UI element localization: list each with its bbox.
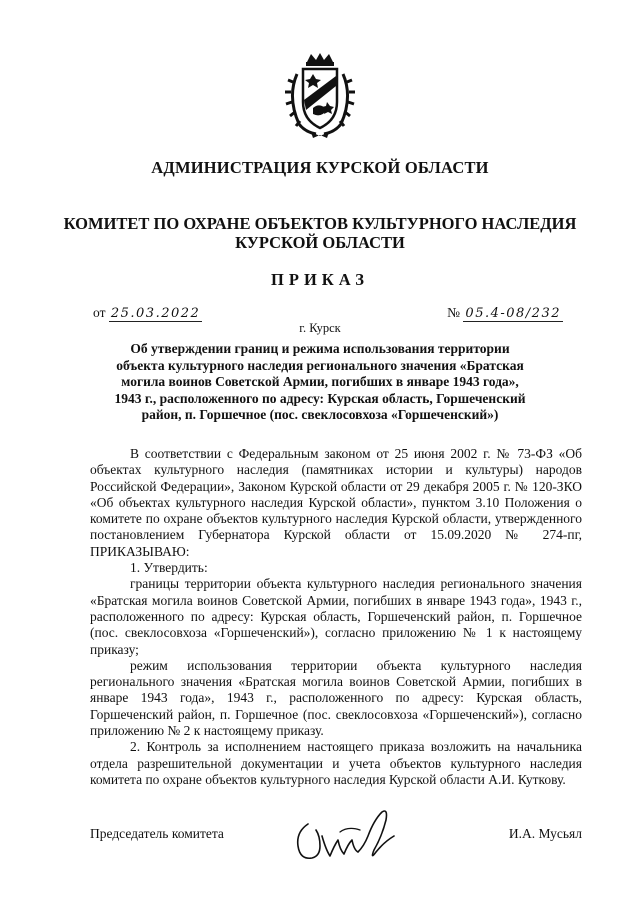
- item-2-paragraph: 2. Контроль за исполнением настоящего приказа возложить на начальника отдела разрешительной документации и учета объектов культурного наследия комитета по охране объектов культурного наследия Курской области А.И. Куткову.: [90, 739, 582, 787]
- administration-title: АДМИНИСТРАЦИЯ КУРСКОЙ ОБЛАСТИ: [151, 158, 489, 177]
- signatory-title: Председатель комитета: [90, 826, 224, 841]
- boundaries-paragraph: границы территории объекта культурного наследия регионального значения «Братская могила воинов Советской Армии, погибших в январе 1943 года», 1943 г., расположенного по адресу: Курская область, Горшеченский район, п. Горшечное (пос. свеклосовхоза «Горшеченский»), согласно приложению № 1 к настоящему приказу;: [90, 576, 582, 657]
- handwritten-signature: [290, 806, 410, 868]
- document-type: ПРИКАЗ: [271, 270, 369, 289]
- order-number: [447, 305, 563, 322]
- number-value: 05.4-08/232: [465, 306, 561, 321]
- city: г. Курск: [299, 321, 341, 335]
- item-1-paragraph: 1. Утвердить:: [130, 560, 208, 576]
- preamble-paragraph: В соответствии с Федеральным законом от 25 июня 2002 г. № 73-ФЗ «Об объектах культурного наследия (памятниках истории и культуры) народов Российской Федерации», Законом Курской области от 29 декабря 2005 г. № 120-ЗКО «Об объектах культурного наследия Курской области», пунктом 3.10 Положения о комитете по охране объектов культурного наследия Курской области, утвержденного постановлением Губернатора Курской области от 15.09.2020 № 274-пг, ПРИКАЗЫВАЮ:: [90, 446, 582, 559]
- date-prefix: от: [93, 305, 106, 320]
- order-subject: Об утверждении границ и режима использования территории объекта культурного наследия регионального значения «Братская могила воинов Советской Армии, погибших в январе 1943 года», 1943 г., расположенного по адресу: Курская область, Горшеченский район, п. Горшечное (пос. свеклосовхоза «Горшеченский»): [114, 341, 526, 422]
- date-value: 25.03.2022: [110, 306, 201, 321]
- coat-of-arms-icon: [283, 52, 357, 138]
- signatory-name: И.А. Мусьял: [508, 826, 582, 841]
- committee-title: КОМИТЕТ ПО ОХРАНЕ ОБЪЕКТОВ КУЛЬТУРНОГО НАСЛЕДИЯ КУРСКОЙ ОБЛАСТИ: [63, 214, 577, 252]
- order-body: [90, 446, 582, 788]
- order-date: [93, 305, 202, 322]
- signature-block: [90, 826, 582, 866]
- number-prefix: №: [447, 305, 461, 320]
- regime-paragraph: режим использования территории объекта культурного наследия регионального значения «Братская могила воинов Советской Армии, погибших в январе 1943 года», 1943 г., расположенного по адресу: Курская область, Горшеченский район, п. Горшечное (пос. свеклосовхоза «Горшеченский»), согласно приложению № 2 к настоящему приказу.: [90, 657, 582, 739]
